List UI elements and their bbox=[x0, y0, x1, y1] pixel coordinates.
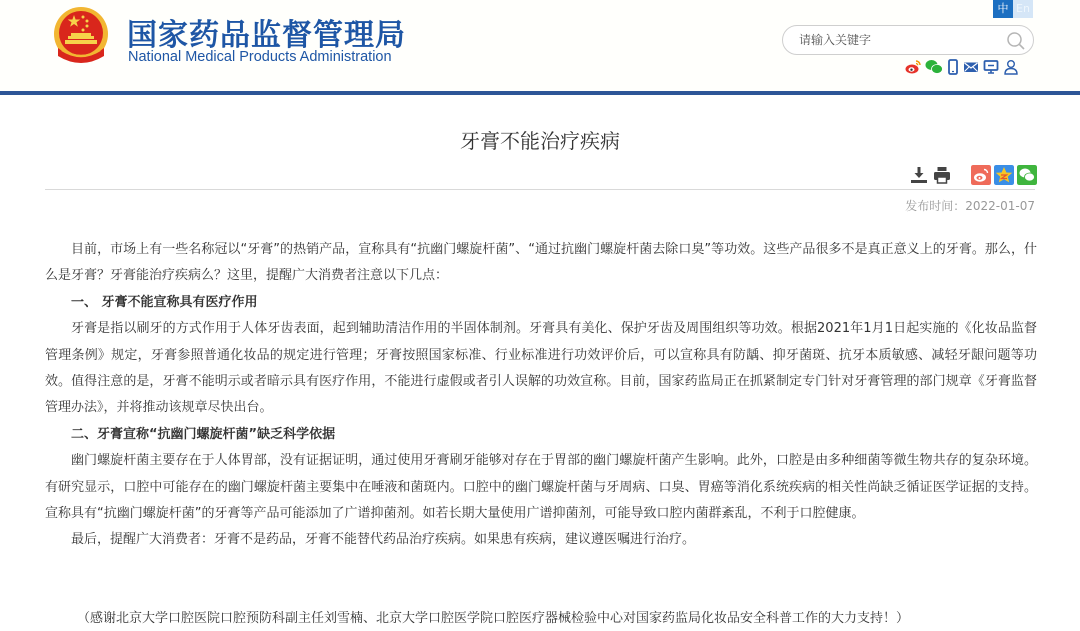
article-paragraph: 最后，提醒广大消费者：牙膏不是药品，牙膏不能替代药品治疗疾病。如果患有疾病，建议遵医嘱进行治疗。 bbox=[71, 532, 696, 548]
mobile-icon[interactable] bbox=[947, 59, 959, 75]
section-heading: 一、 牙膏不能宣称具有医疗作用 bbox=[71, 294, 258, 310]
user-icon[interactable] bbox=[1003, 59, 1019, 75]
header-divider-bar bbox=[0, 91, 1080, 95]
wechat-icon[interactable] bbox=[925, 59, 943, 75]
download-icon[interactable] bbox=[910, 166, 928, 184]
qzone-share-icon[interactable] bbox=[994, 165, 1014, 185]
site-logo-title[interactable]: 国家药品监督管理局 bbox=[127, 18, 406, 53]
national-emblem-icon[interactable] bbox=[52, 6, 110, 68]
article-toolbar bbox=[910, 165, 1037, 185]
section-heading: 二、牙膏宣称“抗幽门螺旋杆菌”缺乏科学依据 bbox=[71, 426, 336, 442]
social-links bbox=[905, 59, 1019, 75]
search-input[interactable] bbox=[799, 31, 999, 49]
article-paragraph: 牙膏是指以刷牙的方式作用于人体牙齿表面，起到辅助清洁作用的半固体制剂。牙膏具有美化、保护牙齿及周围组织等功效。根据2021年1月1日起实施的《化妆品监督管理条例》规定，牙膏参照普通化妆品的规定进行管理；牙膏按照国家标准、行业标准进行功效评价后，可以宣称具有防龋、抑牙菌斑、抗牙本质敏感、减轻牙龈问题等功效。值得注意的是，牙膏不能明示或者暗示具有医疗作用，不能进行虚假或者引人误解的功效宣称。目前，国家药监局正在抓紧制定专门针对牙膏管理的部门规章《牙膏监督管理办法》，并将推动该规章尽快出台。 bbox=[45, 321, 1037, 416]
article-body bbox=[45, 237, 1037, 554]
weibo-icon[interactable] bbox=[905, 59, 921, 75]
language-switcher bbox=[993, 0, 1033, 18]
article-title: 牙膏不能治疗疾病 bbox=[460, 129, 620, 153]
article-paragraph: 幽门螺旋杆菌主要存在于人体胃部，没有证据证明，通过使用牙膏刷牙能够对存在于胃部的幽门螺旋杆菌产生影响。此外，口腔是由多种细菌等微生物共存的复杂环境。有研究显示，口腔中可能存在的幽门螺旋杆菌主要集中在唾液和菌斑内。口腔中的幽门螺旋杆菌与牙周病、口臭、胃癌等消化系统疾病的相关性尚缺乏循证医学证据的支持。宣称具有“抗幽门螺旋杆菌”的牙膏等产品可能添加了广谱抑菌剂。如若长期大量使用广谱抑菌剂，可能导致口腔内菌群紊乱，不利于口腔健康。 bbox=[45, 453, 1037, 522]
message-board-icon[interactable] bbox=[983, 59, 999, 75]
publish-time-label: 发布时间： bbox=[905, 199, 966, 213]
search-icon[interactable] bbox=[1005, 30, 1027, 52]
wechat-share-icon[interactable] bbox=[1017, 165, 1037, 185]
mail-icon[interactable] bbox=[963, 59, 979, 75]
publish-time-value: 2022-01-07 bbox=[965, 199, 1035, 213]
lang-en-button[interactable]: En bbox=[1013, 0, 1033, 18]
print-icon[interactable] bbox=[933, 166, 951, 184]
site-logo-subtitle[interactable]: National Medical Products Administration bbox=[128, 49, 392, 65]
weibo-share-icon[interactable] bbox=[971, 165, 991, 185]
site-header bbox=[0, 0, 1080, 96]
publish-time bbox=[905, 197, 1035, 214]
article-paragraph: 目前，市场上有一些名称冠以“牙膏”的热销产品，宣称具有“抗幽门螺旋杆菌”、“通过抗幽门螺旋杆菌去除口臭”等功效。这些产品很多不是真正意义上的牙膏。那么，什么是牙膏？牙膏能治疗疾病么？这里，提醒广大消费者注意以下几点： bbox=[45, 242, 1037, 284]
acknowledgement-note: （感谢北京大学口腔医院口腔预防科副主任刘雪楠、北京大学口腔医学院口腔医疗器械检验中心对国家药监局化妆品安全科普工作的大力支持！） bbox=[77, 611, 910, 626]
search-box bbox=[782, 25, 1034, 55]
title-divider bbox=[45, 189, 1035, 190]
lang-zh-button[interactable]: 中 bbox=[993, 0, 1013, 18]
